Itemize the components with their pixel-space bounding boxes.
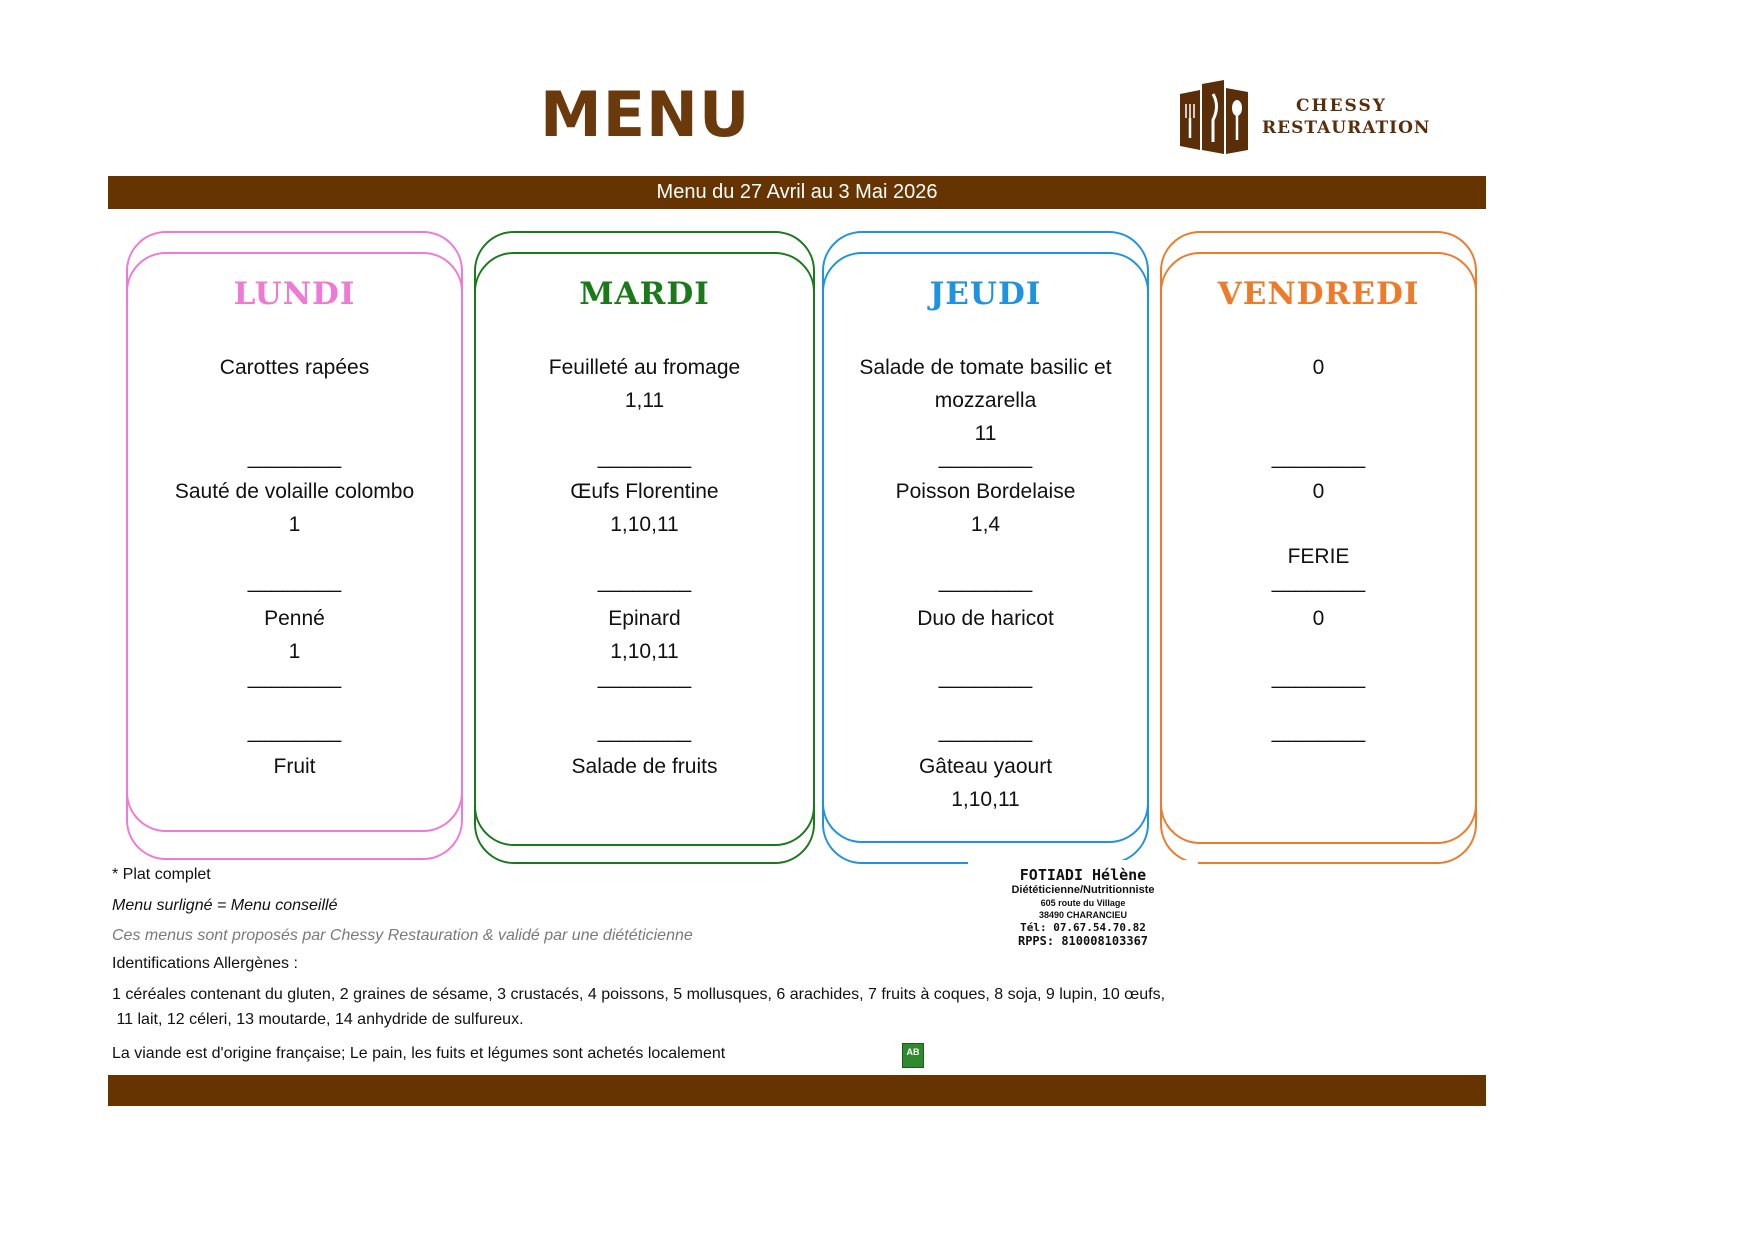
allergens-title: Identifications Allergènes : bbox=[112, 955, 298, 972]
note-origine: La viande est d'origine française; Le pain, les fuits et légumes sont achetés localement bbox=[112, 1045, 726, 1062]
mardi-starter-allergens: 1,11 bbox=[624, 389, 665, 412]
footer-band bbox=[108, 1075, 1486, 1106]
week-banner bbox=[108, 176, 1486, 209]
jeudi-dessert-allergens: 1,10,11 bbox=[951, 788, 1020, 811]
chessy-restauration-logo bbox=[1178, 80, 1448, 156]
separator: ________ bbox=[1271, 446, 1366, 469]
note-menu-surligne: Menu surligné = Menu conseillé bbox=[112, 897, 338, 914]
stamp-phone: Tél: 07.67.54.70.82 bbox=[1020, 921, 1146, 934]
mardi-side-allergens: 1,10,11 bbox=[610, 640, 679, 663]
allergens-line-2: 11 lait, 12 céleri, 13 moutarde, 14 anhydride de sulfureux. bbox=[112, 1011, 524, 1028]
jeudi-starter-allergens: 11 bbox=[974, 422, 997, 445]
mardi-main: Œufs Florentine bbox=[570, 480, 719, 503]
separator: ________ bbox=[938, 666, 1033, 689]
jeudi-dessert: Gâteau yaourt bbox=[918, 755, 1053, 778]
lundi-main-allergens: 1 bbox=[288, 513, 301, 536]
jeudi-main-allergens: 1,4 bbox=[970, 513, 1001, 536]
vendredi-ferie: FERIE bbox=[1287, 545, 1350, 568]
separator: ________ bbox=[597, 666, 692, 689]
lundi-side: Penné bbox=[264, 607, 325, 630]
organic-label-icon: AB bbox=[902, 1043, 924, 1068]
lundi-dessert: Fruit bbox=[273, 755, 316, 778]
jeudi-starter: Salade de tomate basilic et bbox=[859, 356, 1112, 379]
separator: ________ bbox=[938, 570, 1033, 593]
separator: ________ bbox=[247, 666, 342, 689]
separator: ________ bbox=[597, 446, 692, 469]
mardi-main-allergens: 1,10,11 bbox=[610, 513, 679, 536]
jeudi-main: Poisson Bordelaise bbox=[895, 480, 1076, 503]
mardi-side: Epinard bbox=[608, 607, 681, 630]
separator: ________ bbox=[247, 446, 342, 469]
lundi-main: Sauté de volaille colombo bbox=[174, 480, 415, 503]
separator: ________ bbox=[247, 570, 342, 593]
day-title-vendredi: VENDREDI bbox=[1217, 276, 1420, 312]
separator: ________ bbox=[1271, 570, 1366, 593]
vendredi-main: 0 bbox=[1312, 480, 1325, 503]
separator: ________ bbox=[247, 720, 342, 743]
note-plat-complet: * Plat complet bbox=[112, 866, 211, 883]
lundi-side-allergens: 1 bbox=[288, 640, 301, 663]
building-utensils-icon bbox=[1178, 80, 1268, 156]
dietitian-stamp bbox=[968, 860, 1198, 948]
logo-line-2: RESTAURATION bbox=[1262, 118, 1431, 138]
day-title-jeudi: JEUDI bbox=[929, 276, 1042, 312]
jeudi-side: Duo de haricot bbox=[917, 607, 1054, 630]
page-title: MENU bbox=[540, 78, 751, 151]
logo-line-1: CHESSY bbox=[1296, 96, 1387, 116]
separator: ________ bbox=[938, 446, 1033, 469]
separator: ________ bbox=[597, 720, 692, 743]
note-proposes: Ces menus sont proposés par Chessy Restauration & validé par une diététicienne bbox=[112, 927, 693, 944]
mardi-starter: Feuilleté au fromage bbox=[548, 356, 741, 379]
allergens-line-1: 1 céréales contenant du gluten, 2 graines de sésame, 3 crustacés, 4 poissons, 5 mollusques, 6 arachides, 7 fruits à coques, 8 soja, 9 lupin, 10 œufs, bbox=[112, 986, 1166, 1003]
stamp-name: FOTIADI Hélène bbox=[1019, 866, 1147, 884]
day-title-lundi: LUNDI bbox=[233, 276, 356, 312]
lundi-starter: Carottes rapées bbox=[219, 356, 370, 379]
stamp-address: 605 route du Village bbox=[1040, 898, 1126, 908]
vendredi-starter: 0 bbox=[1312, 356, 1325, 379]
day-title-mardi: MARDI bbox=[579, 276, 710, 312]
separator: ________ bbox=[1271, 720, 1366, 743]
stamp-city: 38490 CHARANCIEU bbox=[1038, 910, 1128, 920]
vendredi-side: 0 bbox=[1312, 607, 1325, 630]
stamp-title: Diététicienne/Nutritionniste bbox=[1011, 884, 1155, 896]
stamp-rpps: RPPS: 810008103367 bbox=[1017, 934, 1149, 948]
jeudi-starter-line2: mozzarella bbox=[934, 389, 1037, 412]
separator: ________ bbox=[1271, 666, 1366, 689]
separator: ________ bbox=[597, 570, 692, 593]
mardi-dessert: Salade de fruits bbox=[571, 755, 718, 778]
week-banner-text: Menu du 27 Avril au 3 Mai 2026 bbox=[656, 181, 938, 203]
separator: ________ bbox=[938, 720, 1033, 743]
